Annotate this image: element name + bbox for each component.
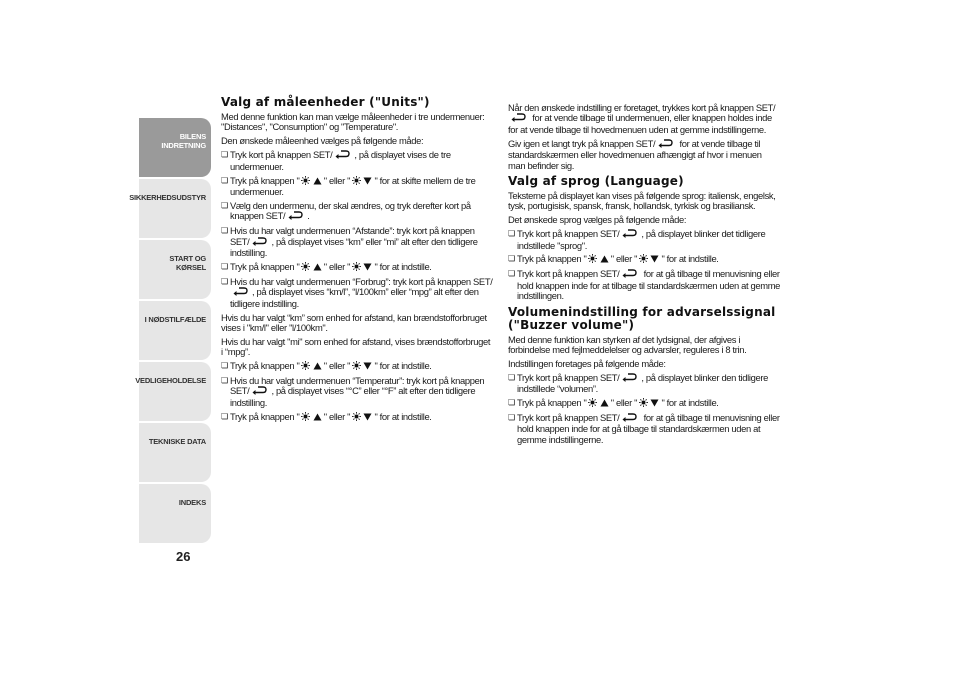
paragraph: Det ønskede sprog vælges på følgende måde:	[508, 214, 687, 226]
brightness-down-icon	[352, 361, 372, 372]
heading-units: Valg af måleenheder ("Units")	[221, 95, 430, 109]
list-item: ❏ Tryk på knappen " " eller " " for at indstille.	[508, 398, 780, 409]
list-item: ❏ Tryk på knappen " " eller " " for at indstille.	[221, 361, 493, 372]
brightness-up-icon	[301, 262, 321, 273]
tab-tekniske-data[interactable]	[139, 423, 211, 482]
list-item: ❏ Hvis du har valgt undermenuen “Afstande”: tryk kort på knappen SET/ , på displayet vises “km” eller “mi” alt efter den tidligere indstilling.	[221, 226, 493, 258]
tab-label: START OG KØRSEL	[169, 254, 206, 272]
list-item: ❏ Tryk på knappen " " eller " " for at indstille.	[221, 412, 493, 423]
tab-label: VEDLIGEHOLDELSE	[135, 376, 206, 385]
tab-indeks[interactable]	[139, 484, 211, 543]
column-right	[508, 103, 780, 449]
tab-vedligeholdelse[interactable]	[135, 362, 211, 421]
tab-label: INDEKS	[178, 498, 206, 507]
brightness-down-icon	[639, 398, 659, 409]
tab-bilens-indretning[interactable]	[139, 118, 211, 177]
brightness-down-icon	[352, 412, 372, 423]
paragraph: Indstillingen foretages på følgende måde:	[508, 357, 666, 369]
paragraph: Teksterne på displayet kan vises på følgende sprog: italiensk, engelsk, tysk, portugisisk, spansk, fransk, hollandsk, tyrkisk og brasiliansk.	[508, 189, 776, 212]
tab-sikkerhedsudstyr[interactable]	[129, 179, 211, 238]
tab-start-og-korsel[interactable]	[139, 240, 211, 299]
chapter-tabs	[129, 118, 211, 544]
brightness-up-icon	[588, 254, 608, 265]
return-arrow-icon	[335, 150, 351, 161]
tab-label: BILENS INDRETNING	[161, 132, 206, 150]
list-item: ❏ Hvis du har valgt undermenuen “Temperatur”: tryk kort på knappen SET/ , på displayet vises “°C” eller “°F” alt efter den tidligere indstilling.	[221, 376, 493, 408]
brightness-down-icon	[352, 176, 372, 187]
brightness-down-icon	[639, 254, 659, 265]
paragraph: Giv igen et langt tryk på knappen SET/ for at vende tilbage til standardskærmen eller hovedmenuen afhængigt af hvor i menuen man befinder sig.	[508, 137, 762, 171]
paragraph: Hvis du har valgt "mi" som enhed for afstand, vises brændstofforbruget i “mpg”.	[221, 335, 491, 358]
brightness-up-icon	[301, 361, 321, 372]
list-item: ❏ Tryk kort på knappen SET/ , på displayet vises de tre undermenuer.	[221, 150, 493, 172]
tab-i-nodstilfaelde[interactable]	[139, 301, 211, 360]
list-item: ❏ Vælg den undermenu, der skal ændres, og tryk derefter kort på knappen SET/ .	[221, 201, 493, 223]
list-item: ❏ Tryk kort på knappen SET/ , på displayet blinker den tidligere indstillede “volumen”.	[508, 373, 780, 395]
brightness-up-icon	[588, 398, 608, 409]
paragraph: Hvis du har valgt “km” som enhed for afstand, kan brændstofforbruget vises i "km/l" eller "l/100km".	[221, 311, 487, 333]
return-arrow-icon	[622, 373, 638, 384]
list-item: ❏ Tryk på knappen " " eller " " for at skifte mellem de tre undermenuer.	[221, 176, 493, 198]
list-item: ❏ Tryk på knappen " " eller " " for at indstille.	[221, 262, 493, 273]
paragraph: Med denne funktion kan man vælge måleenheder i tre undermenuer: "Distances", "Consumption" og "Temperature".	[221, 111, 485, 133]
return-arrow-icon	[622, 229, 638, 240]
brightness-up-icon	[301, 176, 321, 187]
tab-label: TEKNISKE DATA	[148, 437, 206, 446]
paragraph: Med denne funktion kan styrken af det lydsignal, der afgives i forbindelse med fejlmeddelelser og advarsler, reguleres i 8 trin.	[508, 333, 747, 355]
list-item: ❏ Hvis du har valgt undermenuen “Forbrug”: tryk kort på knappen SET/, på displayet vises “km/l”, “l/100km” eller “mpg” alt efter den tidligere indstilling.	[221, 277, 493, 309]
list-item: ❏ Tryk kort på knappen SET/ , på displayet blinker det tidligere indstillede "sprog".	[508, 229, 780, 251]
page-number: 26	[176, 549, 191, 564]
list-item: ❏ Tryk kort på knappen SET/ for at gå tilbage til menuvisning eller hold knappen inde for at gå tilbage til standardskærmen uden at gemme indstillingerne.	[508, 413, 780, 445]
brightness-down-icon	[352, 262, 372, 273]
column-left	[221, 96, 493, 427]
tab-label: SIKKERHEDSUDSTYR	[129, 193, 206, 202]
brightness-up-icon	[301, 412, 321, 423]
list-item: ❏ Tryk kort på knappen SET/ for at gå tilbage til menuvisning eller hold knappen inde for at tilbage til standardskærmen uden at gemme indstillingen.	[508, 269, 780, 301]
paragraph: Når den ønskede indstilling er foretaget, trykkes kort på knappen SET/ for at vende tilbage til undermenuen, eller knappen holdes inde for at vende tilbage til hovedmenuen uden at gemme indstillingerne.	[508, 102, 776, 135]
tab-label: I NØDSTILFÆLDE	[144, 315, 206, 324]
heading-buzzer-volume: Volumenindstilling for advarselssignal ("Buzzer volume")	[508, 304, 776, 332]
return-arrow-icon	[288, 211, 304, 222]
list-item: ❏ Tryk på knappen " " eller " " for at indstille.	[508, 254, 780, 265]
paragraph: Den ønskede måleenhed vælges på følgende måde:	[221, 135, 424, 147]
heading-language: Valg af sprog (Language)	[508, 173, 684, 188]
